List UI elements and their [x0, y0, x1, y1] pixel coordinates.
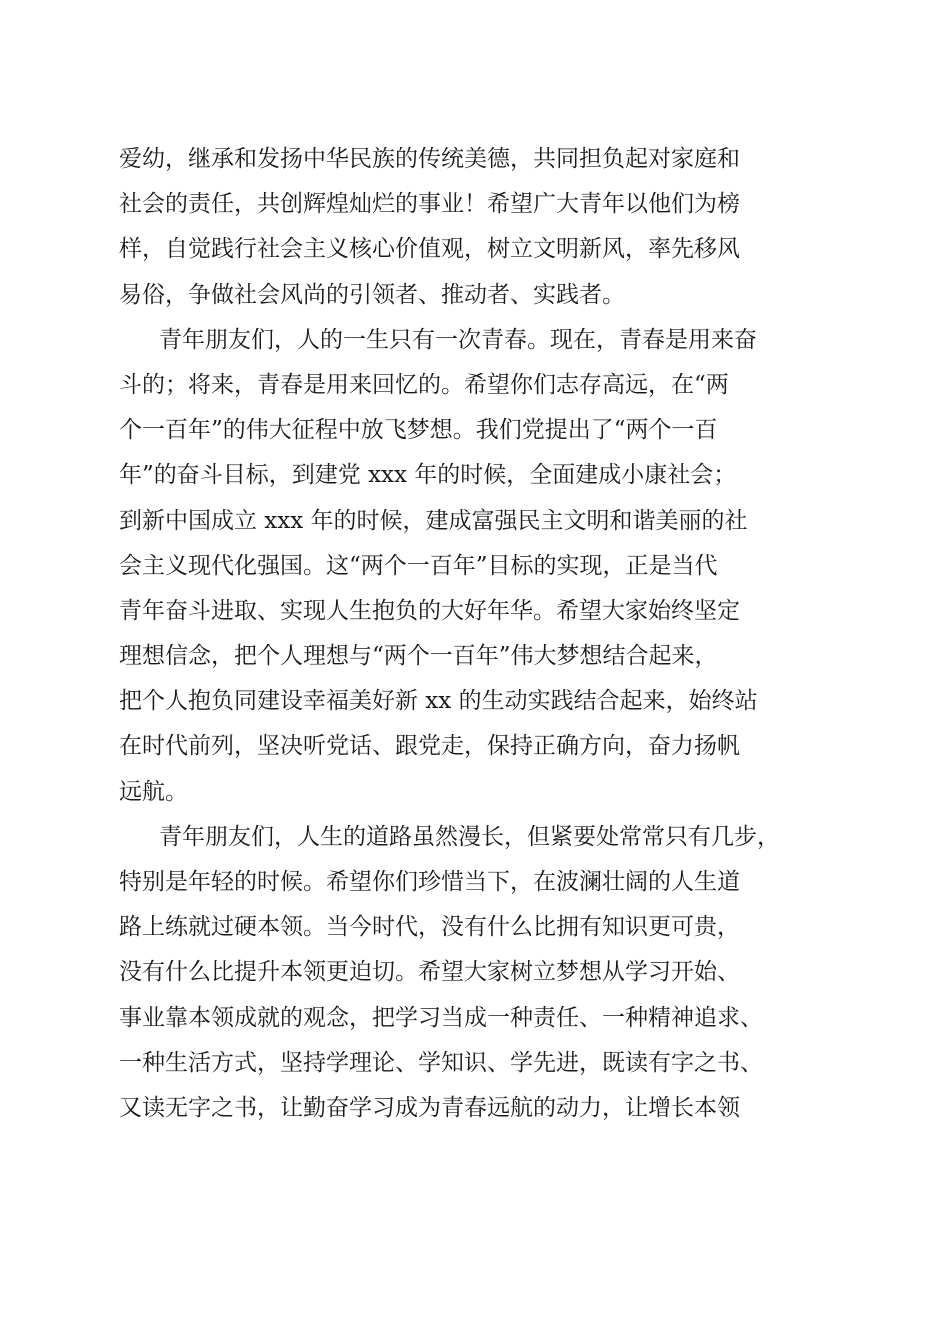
paragraph-start-line: 青年朋友们，人生的道路虽然漫长，但紧要处常常只有几步， [159, 823, 780, 850]
text-line: 理想信念，把个人理想与“两个一百年”伟大梦想结合起来， [119, 643, 718, 670]
text-line: 一种生活方式，坚持学理论、学知识、学先进，既读有字之书、 [119, 1049, 763, 1076]
text-line: 在时代前列，坚决听党话、跟党走，保持正确方向，奋力扬帆 [119, 733, 740, 760]
text-line: 年”的奋斗目标，到建党 xxx 年的时候，全面建成小康社会； [119, 462, 737, 489]
text-line: 又读无字之书，让勤奋学习成为青春远航的动力，让增长本领 [119, 1094, 740, 1121]
text-line: 把个人抱负同建设幸福美好新 xx 的生动实践结合起来，始终站 [119, 688, 758, 715]
text-line: 爱幼，继承和发扬中华民族的传统美德，共同担负起对家庭和 [119, 146, 740, 172]
paragraph-start-line: 青年朋友们，人的一生只有一次青春。现在，青春是用来奋 [159, 326, 757, 353]
text-line: 特别是年轻的时候。希望你们珍惜当下，在波澜壮阔的人生道 [119, 869, 740, 895]
text-line: 社会的责任，共创辉煌灿烂的事业！希望广大青年以他们为榜 [119, 191, 740, 218]
text-line: 远航。 [119, 778, 188, 805]
body-text [119, 137, 859, 1131]
text-line: 样，自觉践行社会主义核心价值观，树立文明新风，率先移风 [119, 236, 740, 263]
text-line: 个一百年”的伟大征程中放飞梦想。我们党提出了“两个一百 [119, 417, 718, 444]
text-line: 到新中国成立 xxx 年的时候，建成富强民主文明和谐美丽的社 [119, 507, 748, 534]
text-line: 没有什么比提升本领更迫切。希望大家树立梦想从学习开始、 [119, 959, 740, 986]
text-line: 事业靠本领成就的观念，把学习当成一种责任、一种精神追求、 [119, 1004, 763, 1031]
text-line: 路上练就过硬本领。当今时代，没有什么比拥有知识更可贵， [119, 914, 740, 941]
text-line: 易俗，争做社会风尚的引领者、推动者、实践者。 [119, 281, 625, 308]
text-line: 青年奋斗进取、实现人生抱负的大好年华。希望大家始终坚定 [119, 597, 740, 624]
text-line: 斗的；将来，青春是用来回忆的。希望你们志存高远，在“两 [119, 371, 729, 398]
text-line: 会主义现代化强国。这“两个一百年”目标的实现，正是当代 [119, 552, 718, 579]
